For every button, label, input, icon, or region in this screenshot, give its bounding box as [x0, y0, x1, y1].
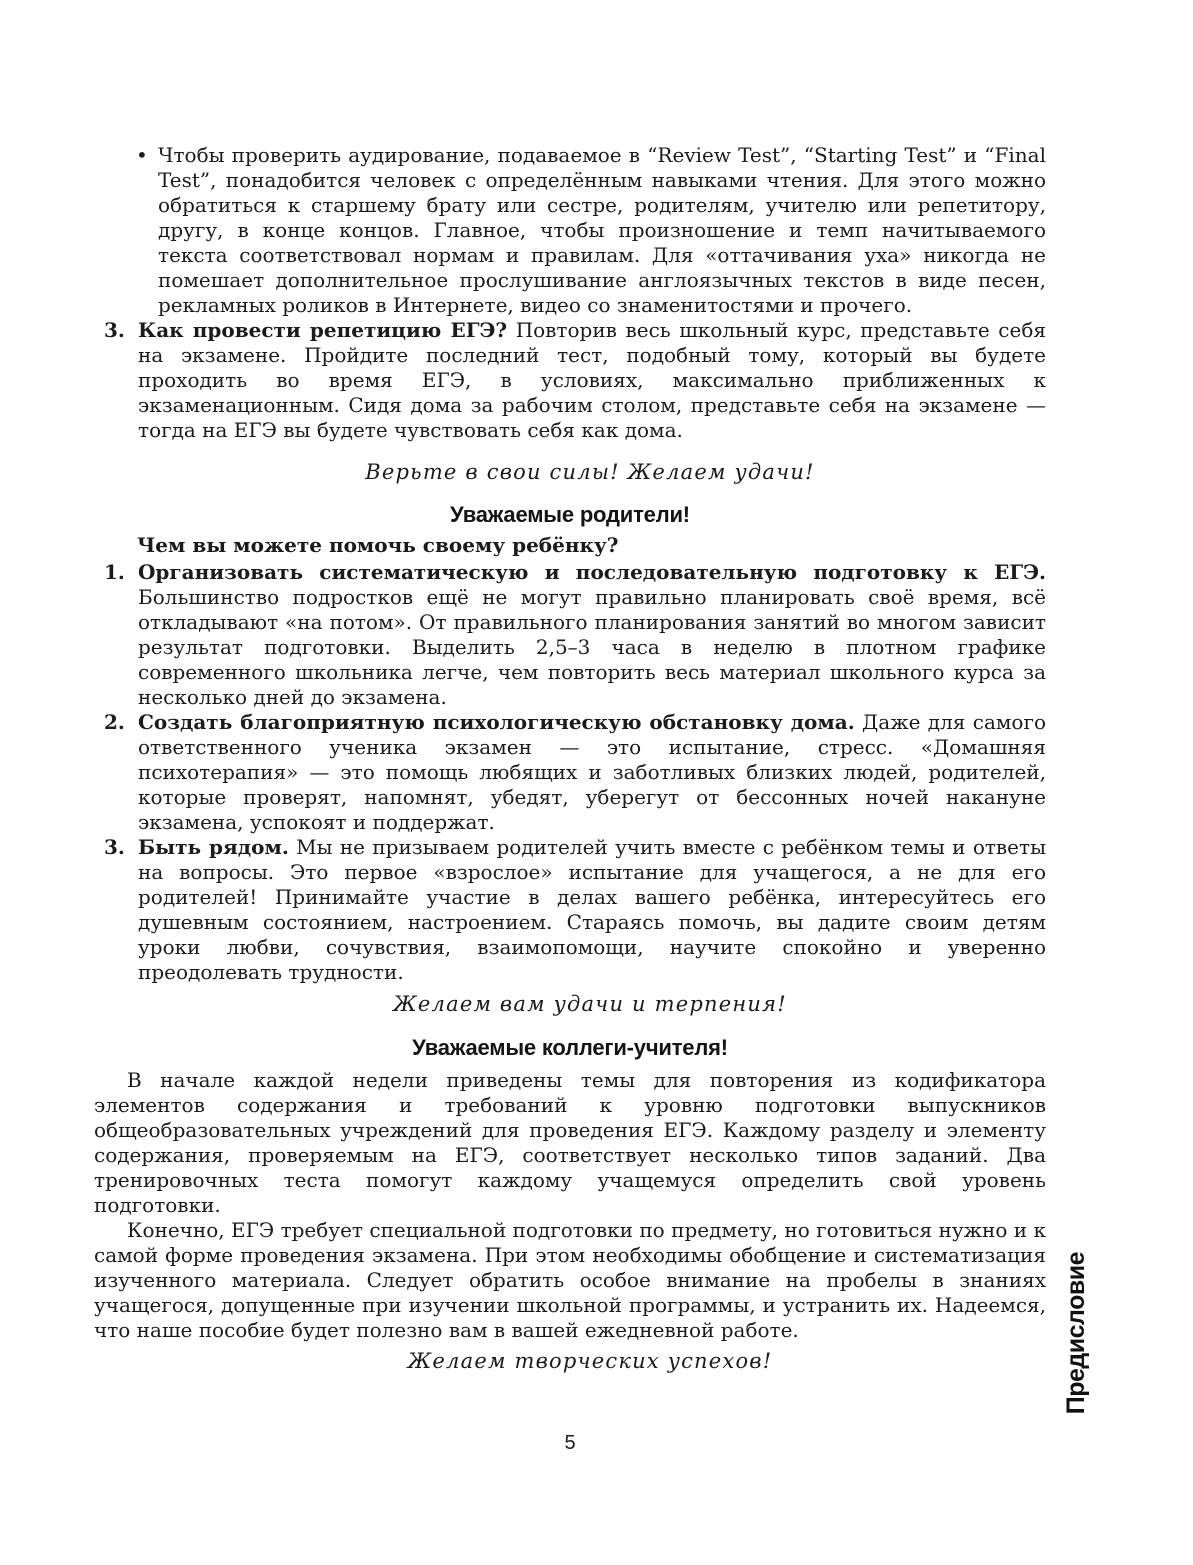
preface-side-label: Предисловие — [1062, 1252, 1090, 1415]
parents-heading: Уважаемые родители! — [450, 502, 690, 527]
item-body-text: Повторив весь школьный курс, представьте себя на экзамене. Пройдите последний тест, подобный тому, который вы будете проходить во время ЕГЭ, в условиях, максимально приближенных к экзаменационным. Сидя дома за рабочим столом, представьте себя на экзамене — тогда на ЕГЭ вы будете чувствовать себя как дома. — [138, 318, 1046, 442]
bullet-marker: • — [136, 143, 148, 167]
teachers-paragraph: Конечно, ЕГЭ требует специальной подготовки по предмету, но готовиться нужно и к самой форме проведения экзамена. При этом необходимы обобщение и систематизация изученного материала. Следует обратить особое внимание на пробелы в знаниях учащегося, допущенные при изучении школьной программы, и устранить их. Надеемся, что наше пособие будет полезно вам в вашей ежедневной работе. — [94, 1218, 1046, 1342]
page-number: 5 — [564, 1432, 576, 1454]
bullet-item-text: Чтобы проверить аудирование, подаваемое в “Review Test”, “Starting Test” и “Final Test”, понадобится человек с определённым навыками чтения. Для этого можно обратиться к старшему брату или сестре, родителям, учителю или репетитору, другу, в конце концов. Главное, чтобы произношение и темп начитываемого текста соответствовал нормам и правилам. Для «оттачивания уха» никогда не помешает дополнительное прослушивание англоязычных текстов в виде песен, рекламных роликов в Интернете, видео со знаменитостями и прочего. — [158, 143, 1046, 317]
item-lead: Быть рядом. — [138, 835, 289, 859]
list-item — [94, 710, 1046, 835]
list-item — [94, 318, 1046, 443]
item-number: 1. — [104, 560, 125, 584]
list-item — [94, 835, 1046, 985]
teachers-paragraph: В начале каждой недели приведены темы для повторения из кодификатора элементов содержания и требований к уровню подготовки выпускников общеобразовательных учреждений для проведения ЕГЭ. Каждому разделу и элементу содержания, проверяемым на ЕГЭ, соответствует несколько типов заданий. Два тренировочных теста помогут каждому учащемуся определить свой уровень подготовки. — [94, 1068, 1046, 1217]
teachers-heading: Уважаемые коллеги-учителя! — [412, 1035, 728, 1060]
item-number: 2. — [104, 710, 125, 734]
item-number: 3. — [104, 318, 125, 342]
item-text — [138, 560, 1046, 710]
parents-advice-list — [94, 560, 1046, 985]
item-body-text: Даже для самого ответственного ученика экзамен — это испытание, стресс. «Домашняя психотерапия» — это помощь любящих и заботливых близких людей, родителей, которые проверят, напомнят, убедят, уберегут от бессонных ночей накануне экзамена, успокоят и поддержат. — [138, 710, 1046, 834]
item-number: 3. — [104, 835, 125, 859]
item-text — [138, 835, 1046, 985]
item-text — [138, 710, 1046, 835]
students-closing-line: Верьте в свои силы! Желаем удачи! — [365, 460, 815, 484]
item-lead: Создать благоприятную психологическую обстановку дома. — [138, 710, 855, 734]
parents-subheading: Чем вы можете помочь своему ребёнку? — [137, 533, 619, 557]
list-item — [94, 143, 1046, 318]
item-body-text: Большинство подростков ещё не могут правильно планировать своё время, всё откладывают «на потом». От правильного планирования занятий во многом зависит результат подготовки. Выделить 2,5–3 часа в неделю в плотном графике современного школьника легче, чем повторить весь материал школьного курса за несколько дней до экзамена. — [138, 585, 1046, 709]
item-lead: Как провести репетицию ЕГЭ? — [138, 318, 508, 342]
item-lead: Организовать систематическую и последовательную подготовку к ЕГЭ. — [138, 560, 1046, 584]
list-item — [94, 560, 1046, 710]
item-text — [138, 318, 1046, 443]
teachers-closing-line: Желаем творческих успехов! — [407, 1349, 773, 1373]
text-column — [94, 143, 1046, 1374]
item-body-text: Мы не призываем родителей учить вместе с ребёнком темы и ответы на вопросы. Это первое «взрослое» испытание для учащегося, а не для его родителей! Принимайте участие в делах вашего ребёнка, интересуйтесь его душевным состоянием, настроением. Стараясь помочь, вы дадите своим детям уроки любви, сочувствия, взаимопомощи, научите спокойно и уверенно преодолевать трудности. — [138, 835, 1047, 984]
parents-closing-line: Желаем вам удачи и терпения! — [393, 992, 787, 1016]
students-advice-list — [94, 143, 1046, 443]
